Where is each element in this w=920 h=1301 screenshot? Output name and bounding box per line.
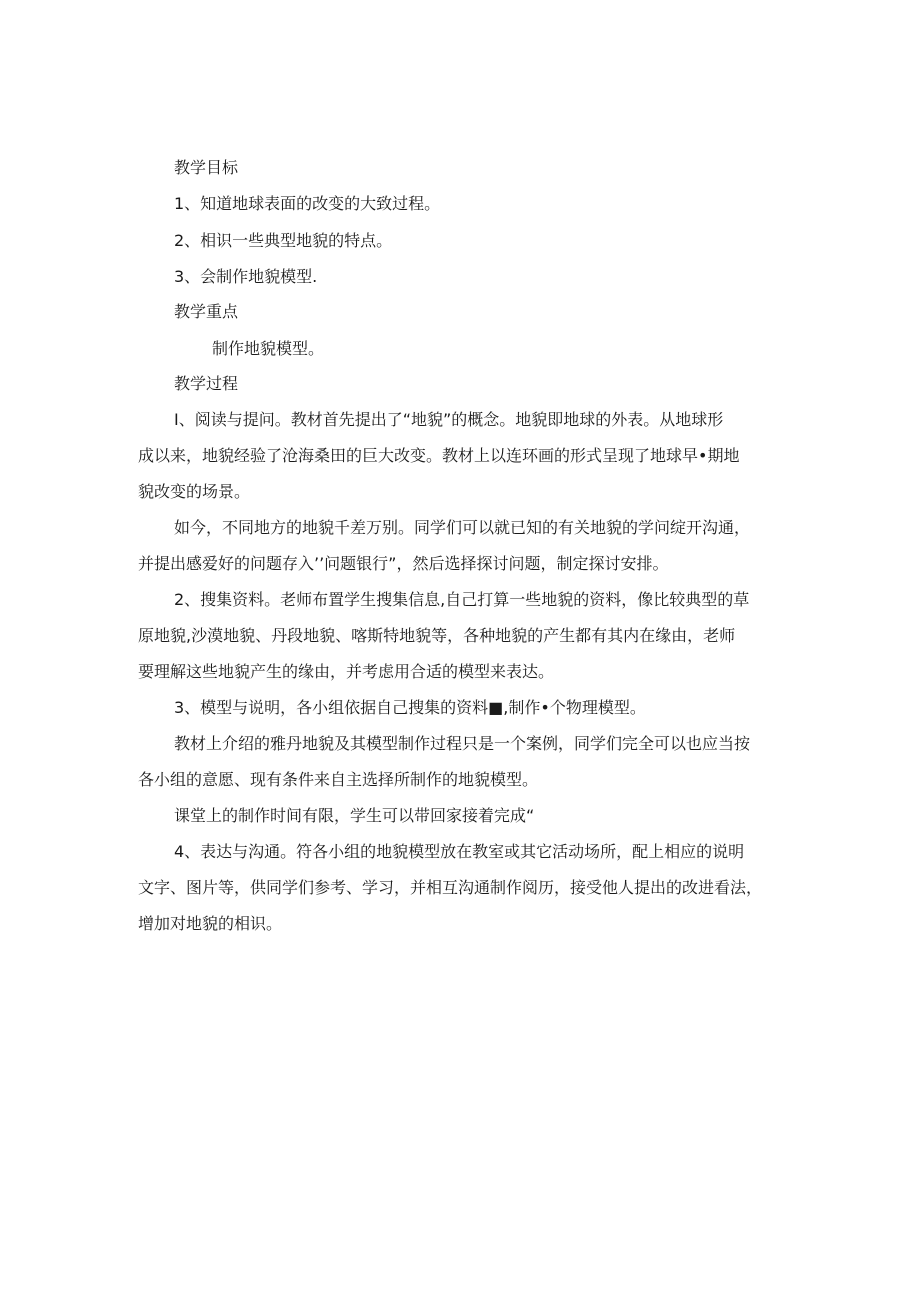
paragraph-line: 成以来，地貌经验了沧海桑田的巨大改变。教材上以连环画的形式呈现了地球早•期地: [138, 446, 740, 465]
process-heading: 教学过程: [174, 374, 239, 393]
paragraph-line: 4、表达与沟通。符各小组的地貌模型放在教室或其它活动场所，配上相应的说明: [174, 842, 745, 861]
paragraph-line: 要理解这些地貌产生的缘由，并考虑用合适的模型来表达。: [138, 662, 555, 681]
paragraph-line: 文字、图片等，供同学们参考、学习，并相互沟通制作阅历，接受他人提出的改进看法，: [138, 878, 763, 897]
paragraph-line: 课堂上的制作时间有限，学生可以带回家接着完成“: [174, 806, 535, 825]
goal-item: 1、知道地球表面的改变的大致过程。: [174, 194, 441, 213]
paragraph-line: I、阅读与提问。教材首先提出了“地貌”的概念。地貌即地球的外表。从地球形: [174, 410, 724, 429]
focus-text: 制作地貌模型。: [212, 339, 325, 358]
paragraph-line: 3、模型与说明，各小组依据自己搜集的资料■,制作•个物理模型。: [174, 698, 646, 717]
paragraph-line: 如今，不同地方的地貌千差万别。同学们可以就已知的有关地貌的学问绽开沟通，: [174, 518, 751, 537]
goal-item: 2、相识一些典型地貌的特点。: [174, 231, 393, 250]
paragraph-line: 增加对地貌的相识。: [138, 914, 283, 933]
paragraph-line: 原地貌,沙漠地貌、丹段地貌、喀斯特地貌等，各种地貌的产生都有其内在缘由，老师: [138, 626, 736, 645]
paragraph-line: 并提出感爱好的问题存入’’问题银行”，然后选择探讨问题，制定探讨安排。: [138, 554, 669, 573]
paragraph-line: 2、搜集资料。老师布置学生搜集信息,自己打算一些地貌的资料，像比较典型的草: [174, 590, 750, 609]
goal-item: 3、会制作地貌模型.: [174, 267, 318, 286]
paragraph-line: 各小组的意愿、现有条件来自主选择所制作的地貌模型。: [138, 770, 539, 789]
paragraph-line: 教材上介绍的雅丹地貌及其模型制作过程只是一个案例，同学们完全可以也应当按: [174, 734, 751, 753]
paragraph-line: 貌改变的场景。: [138, 482, 251, 501]
focus-heading: 教学重点: [174, 302, 239, 321]
goals-heading: 教学目标: [174, 158, 239, 177]
